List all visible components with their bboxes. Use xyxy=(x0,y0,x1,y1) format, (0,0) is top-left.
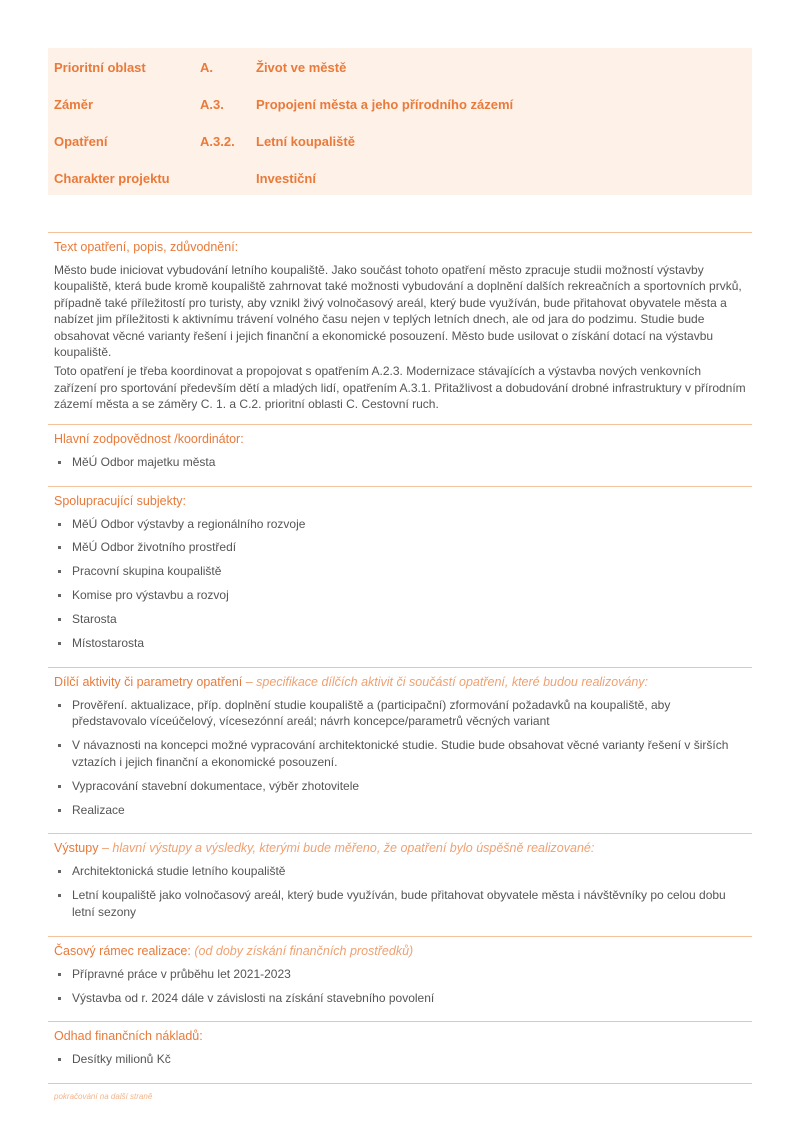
list-item: MěÚ Odbor výstavby a regionálního rozvoje xyxy=(54,516,746,532)
section-activities xyxy=(48,667,752,833)
header-label: Záměr xyxy=(54,97,94,112)
header-label: Charakter projektu xyxy=(54,171,170,186)
description-paragraph: Město bude iniciovat vybudování letního koupaliště. Jako součást tohoto opatření město zpracuje studii možností výstavby koupaliště, která bude kromě koupaliště zahrnovat také možnosti vybudování a doplnění dalších rekreačních a sportovních prvků, případně také příležitostí pro turisty, aby vznikl živý volnočasový areál, který bude využíván, bude přitahovat obyvatele města a nabízet jim příležitosti k aktivnímu trávení volného času nejen v teplých letních dnech, ale od jara do podzimu. Studie bude obsahovat věcné varianty řešení i jejich finanční a ekonomické posouzení. Město bude usilovat o získání dotací na výstavbu koupaliště. xyxy=(54,263,742,360)
list-item: Místostarosta xyxy=(54,635,746,651)
section-title-subtitle: – specifikace dílčích aktivit či součástí opatření, které budou realizovány: xyxy=(242,675,649,689)
header-row-priority xyxy=(54,60,752,80)
header-code: A.3.2. xyxy=(200,134,235,149)
section-title: Hlavní zodpovědnost /koordinátor: xyxy=(54,431,244,446)
header-row-character xyxy=(54,171,752,191)
section-costs xyxy=(48,1021,752,1083)
header-code xyxy=(200,171,256,191)
section-title-main: Dílčí aktivity či parametry opatření xyxy=(54,675,243,689)
list-item: Pracovní skupina koupaliště xyxy=(54,563,746,579)
section-title: Odhad finančních nákladů: xyxy=(54,1029,203,1044)
section-title xyxy=(54,943,746,959)
list-item: Vypracování stavební dokumentace, výběr zhotovitele xyxy=(54,778,746,794)
list-item: Přípravné práce v průběhu let 2021-2023 xyxy=(54,966,746,982)
header-code: A.3. xyxy=(200,97,224,112)
header-row-intent xyxy=(54,97,752,117)
header-code: A. xyxy=(200,60,213,75)
header-value: Investiční xyxy=(256,171,316,186)
list-item: MěÚ Odbor životního prostředí xyxy=(54,539,746,555)
list-item: Architektonická studie letního koupaliště xyxy=(54,863,746,879)
section-title xyxy=(54,674,746,690)
section-timeframe xyxy=(48,936,752,1022)
header-value: Propojení města a jeho přírodního zázemí xyxy=(256,97,514,112)
header-label: Opatření xyxy=(54,134,108,149)
section-title: Spolupracující subjekty: xyxy=(54,493,187,508)
list-item: V návaznosti na koncepci možné vypracování architektonické studie. Studie bude obsahovat věcné varianty řešení v širších vztazích i jejich finanční a ekonomické posouzení. xyxy=(54,737,746,770)
list-item: Realizace xyxy=(54,802,746,818)
list-item: Letní koupaliště jako volnočasový areál, který bude využíván, bude přitahovat obyvatele města i návštěvníky po celou dobu letní sezony xyxy=(54,887,746,920)
list-item: Komise pro výstavbu a rozvoj xyxy=(54,587,746,603)
section-responsibility xyxy=(48,424,752,486)
project-header-box xyxy=(48,48,752,195)
section-title-main: Výstupy xyxy=(54,841,99,856)
list-item: Starosta xyxy=(54,611,746,627)
header-label: Prioritní oblast xyxy=(54,60,146,75)
section-outputs xyxy=(48,833,752,935)
section-title-subtitle: (od doby získání finančních prostředků) xyxy=(194,943,414,958)
section-title-main: Časový rámec realizace: xyxy=(54,943,195,958)
continued-note: pokračování na další straně xyxy=(48,1083,752,1109)
list-item: MěÚ Odbor majetku města xyxy=(54,454,746,470)
list-item: Desítky milionů Kč xyxy=(54,1051,746,1067)
header-row-measure xyxy=(54,134,752,154)
section-title: Text opatření, popis, zdůvodnění: xyxy=(54,240,239,254)
document-page xyxy=(48,48,752,1109)
header-value: Život ve městě xyxy=(256,60,347,75)
list-item: Výstavba od r. 2024 dále v závislosti na získání stavebního povolení xyxy=(54,990,746,1006)
description-paragraph: Toto opatření je třeba koordinovat a propojovat s opatřením A.2.3. Modernizace stávajících a výstavba nových venkovních zařízení pro sportování především dětí a mladých lidí, opatřením A.3.1. Přitažlivost a dobudování drobné infrastruktury v přírodním zázemí města a se záměry C. 1. a C.2. prioritní oblasti C. Cestovní ruch. xyxy=(54,364,746,412)
list-item: Prověření. aktualizace, příp. doplnění studie koupaliště a (participační) zformování požadavků na koupaliště, aby představovalo víceúčelový, vícesezónní areál; návrh koncepce/parametrů věcných variant xyxy=(54,697,746,730)
header-value: Letní koupaliště xyxy=(256,134,355,149)
section-title xyxy=(54,840,746,856)
section-title-subtitle: – hlavní výstupy a výsledky, kterými bude měřeno, že opatření bylo úspěšně realizované: xyxy=(98,841,595,856)
section-partners xyxy=(48,486,752,667)
section-description xyxy=(48,232,752,424)
